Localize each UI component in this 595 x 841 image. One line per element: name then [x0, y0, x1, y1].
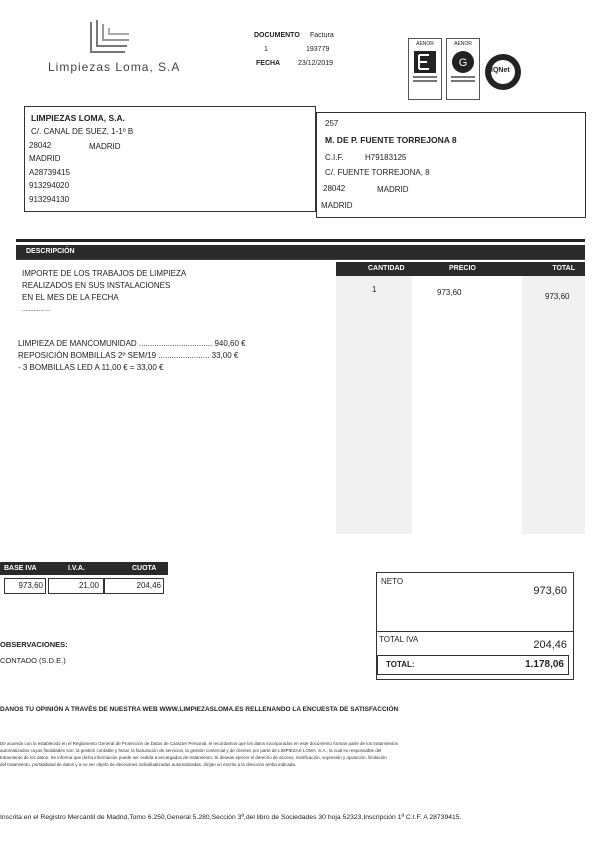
cliente-city: MADRID: [377, 185, 409, 194]
iva-rate-header: I.V.A.: [68, 565, 85, 572]
item-precio: 973,60: [437, 288, 462, 297]
detail-line: - 3 BOMBILLAS LED A 11,00 € = 33,00 €: [18, 363, 164, 372]
desc-line: IMPORTE DE LOS TRABAJOS DE LIMPIEZA: [22, 269, 187, 278]
cuota-header: CUOTA: [132, 565, 157, 572]
cliente-address: C/. FUENTE TORREJONA, 8: [325, 168, 430, 177]
cliente-province: MADRID: [321, 201, 353, 210]
description-block: [22, 268, 186, 316]
cantidad-header: CANTIDAD: [368, 265, 405, 272]
emisor-cp: 28042: [29, 141, 52, 150]
survey-message: DANOS TU OPINIÓN A TRAVÉS DE NUESTRA WEB WWW.LIMPIEZASLOMA.ES RELLENANDO LA ENCUESTA DE SATISFACCIÓN: [0, 706, 399, 713]
legal-notice: De acuerdo con lo establecido en el Reglamento General de Protección de Datos de Carácter Personal, le recordamos que los datos incorporados en este documento forman parte de los tratamientos automatizados cuyas finalidades son: la gestión contable y fiscal, la facturación de servicios, la gestión comercial y de clientes por parte de LIMPIEZAS LOMA, S.A., la cual es responsable del tratamiento de los datos. Se informa que dicha información puede ser cedida a encargados de tratamiento. Si desean ejercer el derecho de acceso, rectificación, supresión y oposición, limitación del tratamiento, portabilidad de datos y a no ser objeto de decisiones individualizadas automatizadas, diríjan un escrito a la dirección arriba indicada.: [0, 741, 398, 767]
company-logo-text: Limpiezas Loma, S.A: [48, 60, 181, 74]
desc-line: EN EL MES DE LA FECHA: [22, 293, 119, 302]
cliente-box: [316, 112, 586, 218]
total-column: [522, 262, 585, 534]
emisor-name: LIMPIEZAS LOMA, S.A.: [31, 113, 125, 123]
emisor-province: MADRID: [29, 154, 61, 163]
item-total: 973,60: [545, 292, 570, 301]
cuota-value: 204,46: [104, 578, 164, 594]
iqnet-badge-label: IQNet: [491, 67, 510, 74]
cliente-code: 257: [325, 119, 339, 128]
table-top-rule: [16, 239, 585, 242]
documento-label: DOCUMENTO: [254, 32, 300, 39]
cliente-cif: H79183125: [365, 153, 407, 162]
detail-line: REPOSICIÓN BOMBILLAS 2º SEM/19 ....................... 33,00 €: [18, 351, 239, 360]
cliente-cp: 28042: [323, 184, 346, 193]
company-logo-icon: [85, 18, 131, 60]
neto-label: NETO: [381, 577, 404, 586]
emisor-city: MADRID: [89, 142, 121, 151]
emisor-phone1: 913294020: [29, 181, 70, 190]
amount-header-bar: [336, 262, 585, 276]
desc-line: REALIZADOS EN SUS INSTALACIONES: [22, 281, 171, 290]
registry-info: Inscrita en el Registro Mercantil de Madrid,Tomo 6.250,General 5.280,Sección 3ª,del libro de Sociedades 30 hoja 52323,Inscripción 1ª C.I.F. A 28739415.: [0, 814, 462, 821]
document-number: 193779: [306, 46, 330, 53]
aenor-ga-badge: AENOR G: [446, 38, 480, 100]
neto-value: 973,60: [533, 585, 567, 597]
fecha-value: 23/12/2019: [298, 60, 334, 67]
observaciones-value: CONTADO (S.D.E.): [0, 656, 66, 665]
fecha-label: FECHA: [256, 60, 281, 67]
total-row: [377, 655, 569, 675]
emisor-cif: A28739415: [29, 168, 70, 177]
iva-header-bar: [0, 562, 168, 575]
emisor-phone2: 913294130: [29, 195, 70, 204]
precio-header: PRECIO: [449, 265, 476, 272]
totals-divider: [377, 631, 573, 632]
cliente-cif-label: C.I.F.: [325, 153, 344, 162]
total-label: TOTAL:: [386, 660, 415, 669]
observaciones-label: OBSERVACIONES:: [0, 640, 68, 649]
detail-block: [18, 338, 246, 374]
total-iva-value: 204,46: [533, 639, 567, 651]
header-divider: [16, 259, 585, 260]
base-iva-header: BASE IVA: [4, 565, 37, 572]
descripcion-header-bar: DESCRIPCIÓN: [16, 245, 585, 259]
emisor-box: [24, 106, 316, 212]
cantidad-column: [336, 262, 412, 534]
svg-text:G: G: [458, 57, 468, 69]
aenor-ga-icon: [447, 47, 479, 87]
total-value: 1.178,06: [525, 659, 564, 670]
base-iva-value: 973,60: [4, 578, 46, 594]
iva-row: [4, 578, 164, 596]
cliente-name: M. DE P. FUENTE TORREJONA 8: [325, 135, 457, 145]
total-header: TOTAL: [552, 265, 575, 272]
totals-box: [376, 572, 574, 680]
detail-line: LIMPIEZA DE MANCOMUNIDAD ................................. 940,60 €: [18, 339, 246, 348]
aenor-er-badge: AENOR: [408, 38, 442, 100]
desc-line: .................: [22, 307, 51, 313]
item-cantidad: 1: [372, 285, 377, 294]
aenor-er-icon: [409, 47, 441, 87]
iva-rate-value: 21,00: [48, 578, 104, 594]
documento-type: Factura: [310, 32, 334, 39]
emisor-address: C/. CANAL DE SUEZ, 1-1º B: [31, 127, 134, 136]
document-series: 1: [264, 46, 268, 53]
total-iva-label: TOTAL IVA: [379, 635, 419, 644]
